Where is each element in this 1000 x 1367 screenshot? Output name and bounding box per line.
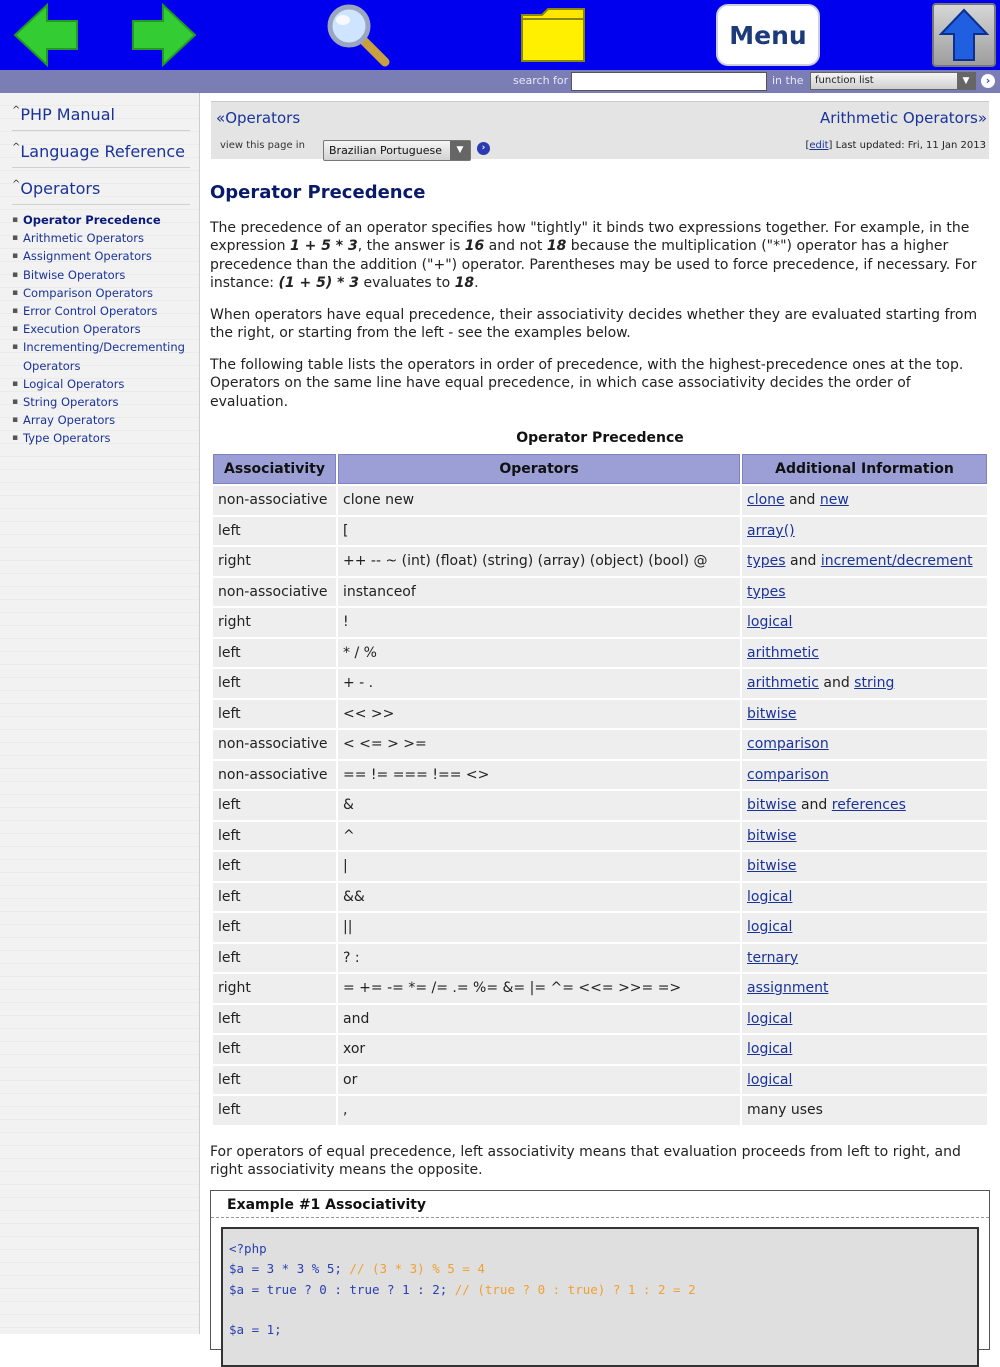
associativity-cell: left xyxy=(213,517,336,546)
associativity-cell: non-associative xyxy=(213,486,336,515)
info-link[interactable]: bitwise xyxy=(747,858,797,875)
info-cell xyxy=(742,852,987,881)
last-updated: [edit] Last updated: Fri, 11 Jan 2013 xyxy=(805,140,986,151)
operators-cell: << >> xyxy=(338,700,740,729)
info-link[interactable]: references xyxy=(831,797,906,814)
info-link[interactable]: array() xyxy=(747,522,795,539)
info-cell xyxy=(742,1066,987,1095)
table-row xyxy=(213,578,987,607)
info-cell xyxy=(742,578,987,607)
associativity-cell: left xyxy=(213,1005,336,1034)
sidebar-item[interactable]: ▪ Operator Precedence xyxy=(12,211,194,229)
table-row xyxy=(213,761,987,790)
caret-icon: ^ xyxy=(12,105,21,116)
forward-arrow-icon xyxy=(129,2,199,68)
associativity-cell: left xyxy=(213,791,336,820)
sidebar-list xyxy=(12,211,194,448)
forward-button[interactable] xyxy=(128,0,200,70)
sidebar-item[interactable]: ▪ Comparison Operators xyxy=(12,284,194,302)
associativity-cell: left xyxy=(213,1035,336,1064)
page-title: Operator Precedence xyxy=(210,182,426,203)
associativity-cell: left xyxy=(213,1096,336,1125)
code-line xyxy=(229,1320,971,1340)
chevron-down-icon: ▼ xyxy=(450,141,470,160)
info-cell xyxy=(742,791,987,820)
operators-cell: + - . xyxy=(338,669,740,698)
code-token: $a = 3 * 3 % 5; xyxy=(229,1261,350,1277)
info-cell xyxy=(742,639,987,668)
operators-cell: ? : xyxy=(338,944,740,973)
sidebar-head-language-reference[interactable]: ^Language Reference xyxy=(12,142,190,168)
operators-cell: , xyxy=(338,1096,740,1125)
info-cell xyxy=(742,730,987,759)
example-box xyxy=(210,1190,990,1350)
table-intro-paragraph: The following table lists the operators in order of precedence, with the highest-precedence ones at the top. Operators on the same line have equal precedence, in which case associativity decides the order of evaluation. xyxy=(210,357,964,410)
caret-icon: ^ xyxy=(12,179,21,190)
info-cell xyxy=(742,547,987,576)
table-row xyxy=(213,608,987,637)
operators-cell: [ xyxy=(338,517,740,546)
page-nav xyxy=(211,101,989,159)
text-segment: . xyxy=(474,274,479,291)
next-page-link[interactable]: Arithmetic Operators» xyxy=(819,109,987,127)
in-the-label: in the xyxy=(772,74,804,87)
associativity-cell: left xyxy=(213,700,336,729)
language-select[interactable] xyxy=(323,140,471,161)
menu-button[interactable]: Menu xyxy=(716,4,820,66)
info-text: and xyxy=(796,797,832,814)
table-row xyxy=(213,700,987,729)
associativity-cell: right xyxy=(213,974,336,1003)
table-row xyxy=(213,486,987,515)
example-title: Example #1 Associativity xyxy=(227,1197,427,1213)
header-operators: Operators xyxy=(338,454,740,484)
text-segment: because the multiplication ("*") operator has a higher precedence than the addition ("+") operator. Parentheses may be used to force precedence, if necessary. For instance: xyxy=(210,238,977,291)
info-link[interactable]: assignment xyxy=(747,980,829,997)
back-arrow-icon xyxy=(11,2,81,68)
inline-expression: 1 + 5 * 3 xyxy=(289,238,358,255)
sidebar-item[interactable]: ▪ Type Operators xyxy=(12,429,194,447)
table-row xyxy=(213,791,987,820)
table-row xyxy=(213,822,987,851)
table-row xyxy=(213,639,987,668)
code-token: // (3 * 3) % 5 = 4 xyxy=(349,1261,485,1277)
associativity-cell: left xyxy=(213,1066,336,1095)
info-text: and xyxy=(784,492,820,509)
inline-expression: (1 + 5) * 3 xyxy=(278,274,360,291)
language-go-icon[interactable]: › xyxy=(477,142,490,155)
search-button[interactable] xyxy=(322,0,392,70)
table-row xyxy=(213,730,987,759)
operators-cell: ! xyxy=(338,608,740,637)
table-row xyxy=(213,517,987,546)
toolbar xyxy=(0,0,1000,70)
info-cell xyxy=(742,517,987,546)
view-page-label: view this page in xyxy=(220,140,305,151)
associativity-cell: non-associative xyxy=(213,761,336,790)
table-caption: Operator Precedence xyxy=(516,430,684,446)
associativity-cell: left xyxy=(213,913,336,942)
sidebar-item[interactable]: ▪ Bitwise Operators xyxy=(12,266,194,284)
folder-icon xyxy=(518,5,588,65)
info-text: and xyxy=(818,675,855,692)
back-button[interactable] xyxy=(10,0,82,70)
equal-precedence-paragraph: For operators of equal precedence, left associativity means that evaluation proceeds from left to right, and right associativity means the opposite. xyxy=(210,1144,961,1179)
info-cell xyxy=(742,974,987,1003)
info-link[interactable]: ternary xyxy=(747,949,799,966)
operators-cell: & xyxy=(338,791,740,820)
operators-cell: == != === !== <> xyxy=(338,761,740,790)
search-go-icon[interactable]: › xyxy=(981,74,995,88)
table-row xyxy=(213,1035,987,1064)
info-link[interactable]: logical xyxy=(747,614,793,631)
associativity-cell: right xyxy=(213,608,336,637)
table-row xyxy=(213,1096,987,1125)
chevron-down-icon: ▼ xyxy=(957,73,975,89)
code-token xyxy=(229,1302,237,1317)
info-cell xyxy=(742,608,987,637)
magnifier-icon xyxy=(323,2,391,68)
intro-paragraph xyxy=(210,219,980,292)
info-link[interactable]: logical xyxy=(747,888,793,905)
sidebar-head-php-manual[interactable]: ^PHP Manual xyxy=(12,105,190,131)
table-row xyxy=(213,669,987,698)
header-additional-info: Additional Information xyxy=(742,454,987,484)
sidebar-item[interactable]: ▪ Arithmetic Operators xyxy=(12,229,194,247)
caret-icon: ^ xyxy=(12,142,21,153)
info-link[interactable]: increment/decrement xyxy=(820,553,973,570)
associativity-cell: left xyxy=(213,822,336,851)
code-token: $a = true ? 0 : true ? 1 : 2; xyxy=(229,1281,455,1297)
info-link[interactable]: logical xyxy=(747,919,793,936)
operators-cell: || xyxy=(338,913,740,942)
sidebar-item[interactable]: ▪ Array Operators xyxy=(12,411,194,429)
sidebar-item[interactable]: ▪ String Operators xyxy=(12,393,194,411)
info-cell xyxy=(742,822,987,851)
table-row xyxy=(213,547,987,576)
info-text: and xyxy=(785,553,821,570)
info-link[interactable]: clone xyxy=(747,492,785,509)
associativity-cell: non-associative xyxy=(213,730,336,759)
sidebar-head-operators[interactable]: ^Operators xyxy=(12,179,190,205)
search-bar xyxy=(0,70,1000,93)
info-link[interactable]: logical xyxy=(747,1041,793,1058)
table-row xyxy=(213,913,987,942)
scope-select[interactable] xyxy=(810,72,976,90)
operators-cell: xor xyxy=(338,1035,740,1064)
operators-cell: clone new xyxy=(338,486,740,515)
info-link[interactable]: arithmetic xyxy=(747,644,819,661)
associativity-cell: non-associative xyxy=(213,578,336,607)
operators-cell: = += -= *= /= .= %= &= |= ^= <<= >>= => xyxy=(338,974,740,1003)
info-cell xyxy=(742,944,987,973)
language-value: Brazilian Portuguese xyxy=(329,144,442,157)
code-line xyxy=(229,1300,971,1320)
info-link[interactable]: types xyxy=(747,583,786,600)
search-label: search for xyxy=(513,74,569,87)
info-link[interactable]: bitwise xyxy=(747,705,797,722)
operators-cell: or xyxy=(338,1066,740,1095)
sidebar-item[interactable]: ▪ Assignment Operators xyxy=(12,247,194,265)
up-arrow-icon xyxy=(939,8,989,62)
associativity-cell: left xyxy=(213,944,336,973)
code-token: // (true ? 0 : true) ? 1 : 2 = 2 xyxy=(454,1281,696,1297)
operators-cell: ++ -- ~ (int) (float) (string) (array) (object) (bool) @ xyxy=(338,547,740,576)
scope-value: function list xyxy=(815,75,874,86)
precedence-table xyxy=(211,452,989,1127)
code-token: $a = 1; xyxy=(229,1322,282,1338)
operators-cell: && xyxy=(338,883,740,912)
associativity-cell: left xyxy=(213,852,336,881)
info-link[interactable]: bitwise xyxy=(747,827,797,844)
info-link[interactable]: logical xyxy=(747,1010,793,1027)
sidebar-item[interactable]: ▪ Incrementing/Decrementing Operators xyxy=(12,338,194,374)
sidebar-item[interactable]: ▪ Logical Operators xyxy=(12,375,194,393)
sidebar-item[interactable]: ▪ Execution Operators xyxy=(12,320,194,338)
header-associativity: Associativity xyxy=(213,454,336,484)
code-line xyxy=(229,1280,971,1300)
info-cell xyxy=(742,883,987,912)
info-cell xyxy=(742,700,987,729)
operators-cell: and xyxy=(338,1005,740,1034)
info-link[interactable]: string xyxy=(854,675,895,692)
edit-link[interactable]: edit xyxy=(809,140,829,151)
info-link[interactable]: logical xyxy=(747,1071,793,1088)
table-row xyxy=(213,944,987,973)
code-block xyxy=(221,1227,979,1367)
info-cell xyxy=(742,761,987,790)
associativity-cell: right xyxy=(213,547,336,576)
code-line xyxy=(229,1239,971,1259)
sidebar-item[interactable]: ▪ Error Control Operators xyxy=(12,302,194,320)
code-token: <?php xyxy=(229,1241,267,1256)
info-link[interactable]: comparison xyxy=(747,736,829,753)
inline-expression: 18 xyxy=(454,274,475,291)
search-input[interactable] xyxy=(571,72,767,91)
operators-cell: * / % xyxy=(338,639,740,668)
info-link[interactable]: types xyxy=(747,553,786,570)
table-header-row xyxy=(213,454,987,484)
table-row xyxy=(213,974,987,1003)
associativity-cell: left xyxy=(213,883,336,912)
info-cell xyxy=(742,1096,987,1125)
code-line xyxy=(229,1259,971,1279)
info-text: many uses xyxy=(747,1102,823,1119)
info-link[interactable]: bitwise xyxy=(747,797,797,814)
inline-expression: 18 xyxy=(546,238,567,255)
info-link[interactable]: arithmetic xyxy=(747,675,819,692)
associativity-cell: left xyxy=(213,669,336,698)
operators-cell: | xyxy=(338,852,740,881)
inline-expression: 16 xyxy=(464,238,485,255)
text-segment: The precedence of an operator specifies how "tightly" it binds two expressions together. For example, in the expression xyxy=(210,220,970,255)
operators-cell: ^ xyxy=(338,822,740,851)
text-segment: evaluates to xyxy=(359,274,455,291)
associativity-paragraph: When operators have equal precedence, their associativity decides whether they are evaluated starting from the right, or starting from the left - see the examples below. xyxy=(210,307,978,342)
operators-cell: < <= > >= xyxy=(338,730,740,759)
main-content xyxy=(201,93,1000,1338)
text-segment: and not xyxy=(484,238,547,255)
table-row xyxy=(213,1066,987,1095)
info-link[interactable]: new xyxy=(819,492,849,509)
info-link[interactable]: comparison xyxy=(747,766,829,783)
folder-button[interactable] xyxy=(516,0,590,70)
info-cell xyxy=(742,669,987,698)
info-cell xyxy=(742,913,987,942)
info-cell xyxy=(742,1035,987,1064)
info-cell xyxy=(742,486,987,515)
table-row xyxy=(213,883,987,912)
info-cell xyxy=(742,1005,987,1034)
divider xyxy=(211,1217,989,1218)
operators-cell: instanceof xyxy=(338,578,740,607)
table-row xyxy=(213,852,987,881)
prev-page-link[interactable]: «Operators xyxy=(216,109,301,127)
associativity-cell: left xyxy=(213,639,336,668)
text-segment: , the answer is xyxy=(357,238,465,255)
up-button[interactable] xyxy=(932,3,996,67)
sidebar xyxy=(0,93,200,1334)
table-row xyxy=(213,1005,987,1034)
